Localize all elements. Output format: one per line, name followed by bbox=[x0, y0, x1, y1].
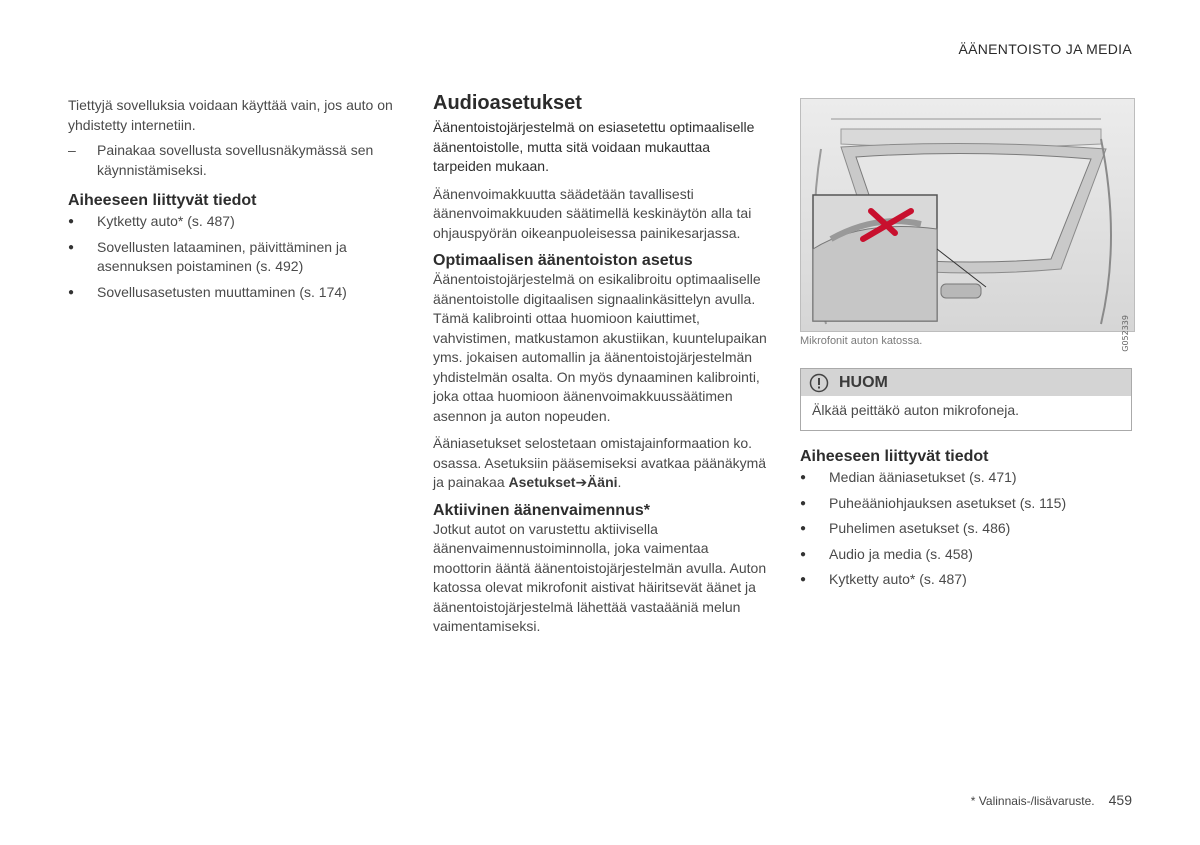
note-title: HUOM bbox=[839, 373, 888, 391]
related-link[interactable]: ● Puheääniohjauksen asetukset (s. 115) bbox=[800, 494, 1140, 514]
info-icon bbox=[809, 373, 829, 393]
optimal-text: Äänentoistojärjestelmä on esikalibroitu optimaaliselle äänentoistolle digitaalisen signaalinkäsittelyn avulla. Tämä kalibrointi ottaa huomioon kaiuttimet, vahvistimen, matkustamon akustiikan, kuuntelupaikan yms. jokaisen automallin ja äänentoistojärjestelmän yhdistelmän osalta. On myös dynaaminen kalibrointi, joka ottaa huomioon äänenvoimakkuussäätimen asennon ja auton nopeuden. bbox=[433, 271, 767, 424]
volume-text: Äänenvoimakkuutta säädetään tavallisesti äänenvoimakkuuden säätimellä keskinäytön alla tai ohjauspyörän oikeanpuoleisessa painikesarjassa. bbox=[433, 185, 752, 241]
dash-mark: – bbox=[68, 142, 76, 158]
related-link[interactable]: ● Audio ja media (s. 458) bbox=[800, 545, 1140, 565]
related-link[interactable]: ● Median ääniasetukset (s. 471) bbox=[800, 468, 1140, 488]
page-number: 459 bbox=[1108, 792, 1132, 808]
note-box bbox=[800, 368, 1132, 431]
related-list bbox=[68, 212, 398, 302]
section-title: Audioasetukset bbox=[433, 92, 582, 114]
footer bbox=[971, 792, 1132, 808]
related-link[interactable]: ● Kytketty auto* (s. 487) bbox=[800, 570, 1140, 590]
section-intro: Äänentoistojärjestelmä on esiasetettu optimaaliselle äänentoistolle, mutta sitä voidaan mukauttaa tarpeiden mukaan. bbox=[433, 119, 755, 174]
arrow-right-icon: ➔ bbox=[575, 474, 588, 490]
note-header bbox=[801, 369, 1131, 396]
instruction-text: Painakaa sovellusta sovellusnäkymässä sen käynnistämiseksi. bbox=[97, 142, 374, 178]
intro-text: Tiettyjä sovelluksia voidaan käyttää vain, jos auto on yhdistetty internetiin. bbox=[68, 97, 393, 133]
settings-path-sound: Ääni bbox=[587, 474, 618, 490]
optimal-heading: Optimaalisen äänentoiston asetus bbox=[433, 252, 693, 269]
related-list bbox=[800, 468, 1140, 590]
settings-text bbox=[433, 434, 768, 493]
related-link[interactable]: ● Sovellusten lataaminen, päivittäminen ja asennuksen poistaminen (s. 492) bbox=[68, 238, 398, 277]
related-link[interactable]: ● Sovellusasetusten muuttaminen (s. 174) bbox=[68, 283, 398, 303]
related-link[interactable]: ● Puhelimen asetukset (s. 486) bbox=[800, 519, 1140, 539]
figure-code: G052339 bbox=[1121, 315, 1130, 352]
instruction-step bbox=[68, 141, 398, 180]
settings-text-end: . bbox=[617, 474, 622, 490]
settings-text-pre: Ääniasetukset selostetaan omistajainformaation ko. osassa. Asetuksiin pääsemiseksi avatkaa päänäkymä ja painakaa bbox=[433, 435, 767, 490]
section-header: ÄÄNENTOISTO JA MEDIA bbox=[958, 41, 1132, 57]
related-heading: Aiheeseen liittyvät tiedot bbox=[68, 192, 257, 209]
settings-path-settings: Asetukset bbox=[508, 474, 576, 490]
column-middle bbox=[433, 92, 768, 637]
column-right-related bbox=[800, 448, 1140, 596]
figure-caption: Mikrofonit auton katossa. bbox=[800, 335, 923, 347]
car-roof-illustration bbox=[801, 99, 1134, 331]
footnote-text: * Valinnais-/lisävaruste. bbox=[970, 794, 1095, 808]
related-heading: Aiheeseen liittyvät tiedot bbox=[800, 448, 989, 465]
column-left bbox=[68, 96, 398, 308]
related-link[interactable]: ● Kytketty auto* (s. 487) bbox=[68, 212, 398, 232]
anc-heading: Aktiivinen äänenvaimennus* bbox=[433, 501, 650, 519]
anc-text: Jotkut autot on varustettu aktiivisella äänenvaimennustoiminnolla, joka vaimentaa moottorin ääntä äänentoistojärjestelmän avulla. Auton katossa olevat mikrofonit aistivat häiritsevät äänet ja äänentoistojärjestelmä lähettää vastaääniä melun vaimentamiseksi. bbox=[433, 520, 767, 634]
note-text: Älkää peittäkö auton mikrofoneja. bbox=[812, 402, 1020, 418]
